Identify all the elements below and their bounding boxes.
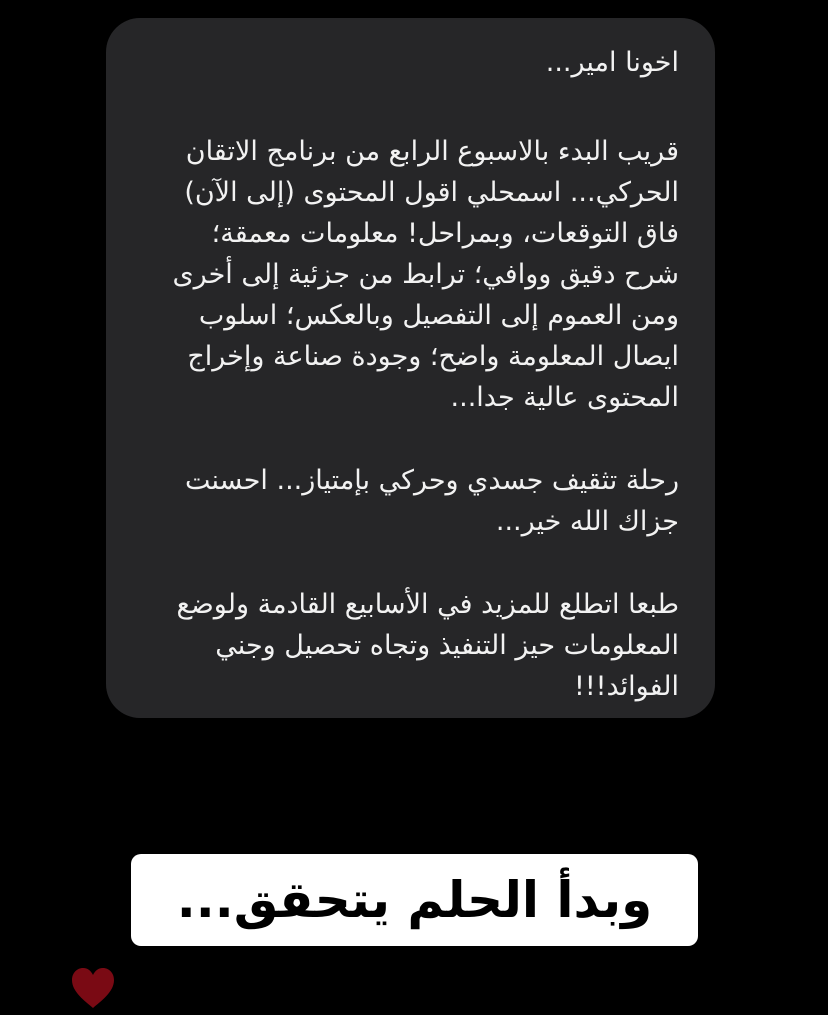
message-greeting: اخونا امير... [545,47,679,78]
caption-text: وبدأ الحلم يتحقق... [176,871,653,929]
story-caption [131,854,698,946]
message-paragraph-3: طبعا اتطلع للمزيد في الأسابيع القادمة ولوضع المعلومات حيز التنفيذ وتجاه تحصيل وجني الفوائد!!! [176,589,679,702]
paragraph-spacer [130,83,679,131]
paragraph-spacer [130,418,679,460]
message-bubble[interactable] [106,18,715,718]
paragraph-spacer [130,542,679,584]
heart-shape [72,968,114,1008]
message-paragraph-2: رحلة تثقيف جسدي وحركي بإمتياز... احسنت جزاك الله خير... [185,465,679,537]
message-paragraph-1: قريب البدء بالاسبوع الرابع من برنامج الاتقان الحركي... اسمحلي اقول المحتوى (إلى الآن) فاق التوقعات، وبمراحل! معلومات معمقة؛ شرح دقيق ووافي؛ ترابط من جزئية إلى أخرى ومن العموم إلى التفصيل وبالعكس؛ اسلوب ايصال المعلومة واضح؛ وجودة صناعة وإخراج المحتوى عالية جدا... [172,136,679,413]
heart-icon[interactable] [70,967,116,1009]
